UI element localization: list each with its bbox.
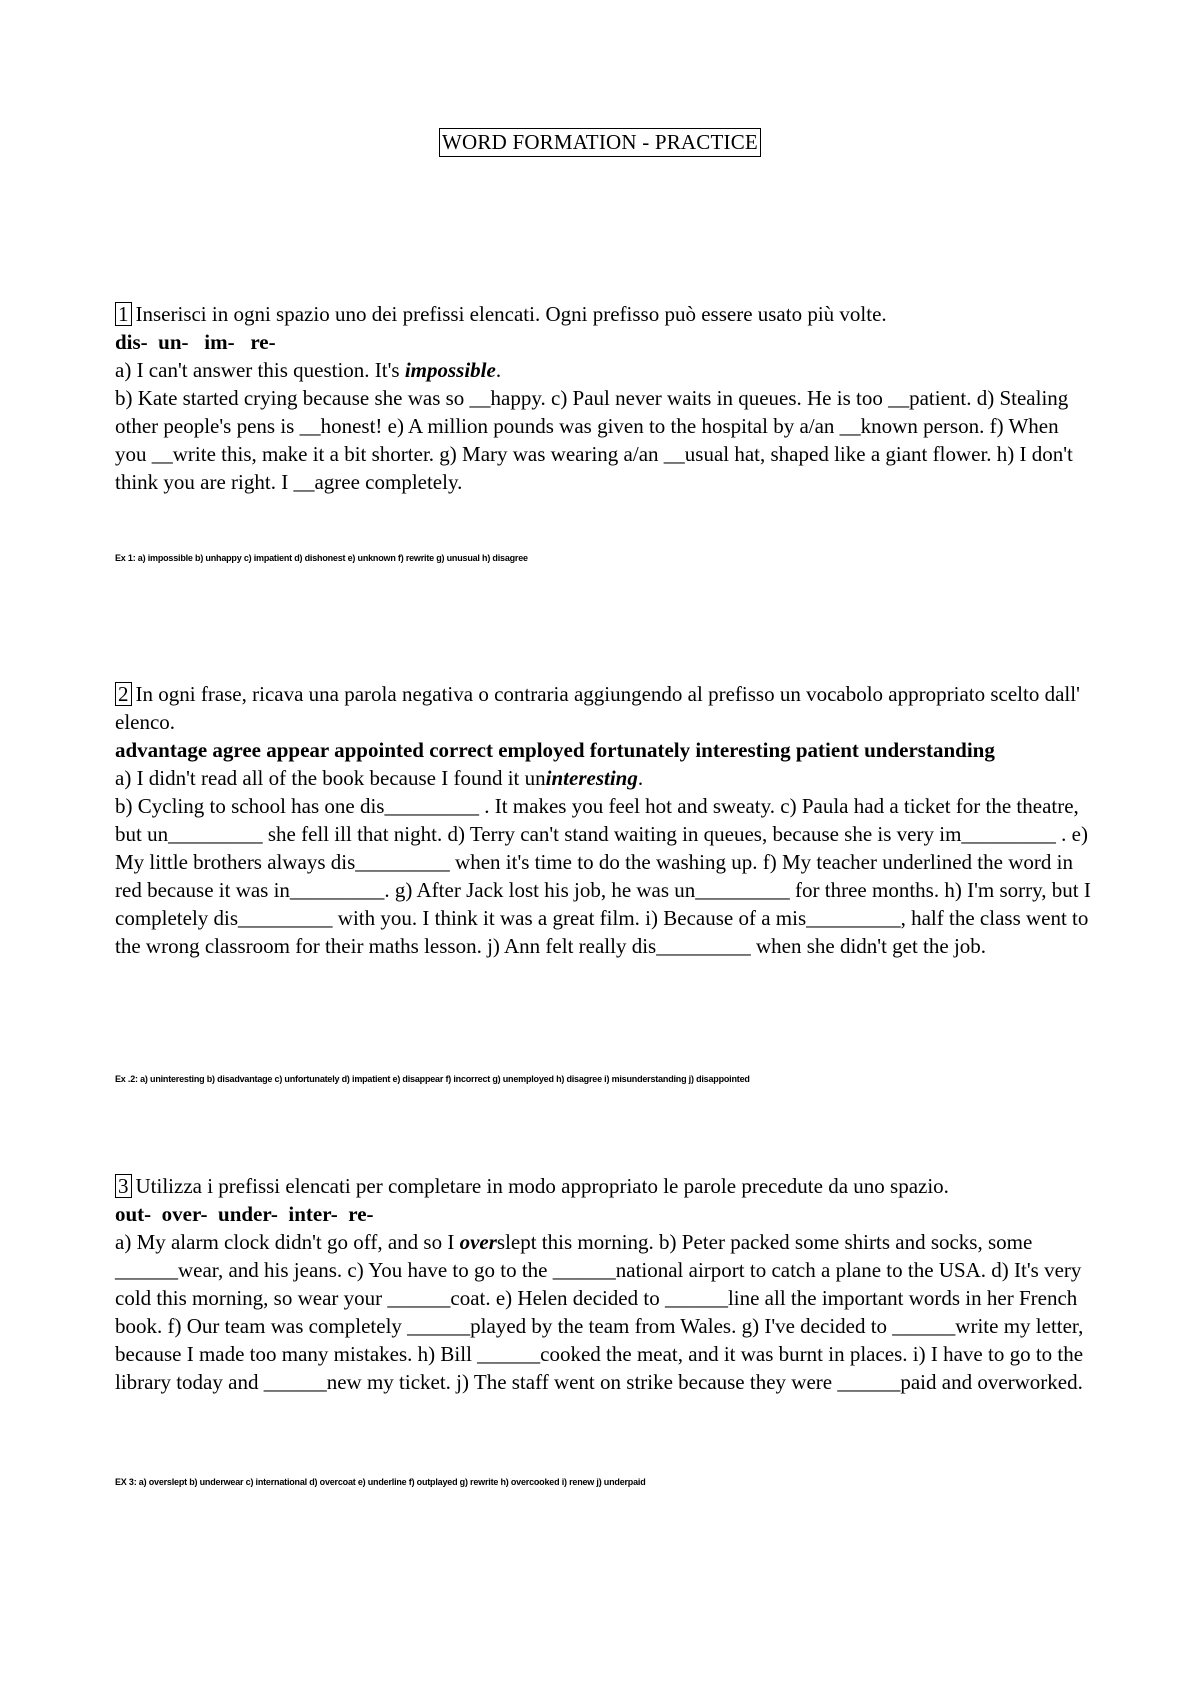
page-title-wrapper [0, 128, 1200, 157]
exercise-3-prefixes: out- over- under- inter- re- [115, 1202, 374, 1226]
exercise-3-instruction-line [115, 1172, 1095, 1200]
exercise-2 [115, 680, 1095, 960]
exercise-3-example-answer: over [459, 1230, 497, 1254]
exercise-3-number: 3 [115, 1174, 132, 1198]
exercise-3-body-text: slept this morning. b) Peter packed some shirts and socks, some ______wear, and his jeans. c) You have to go to the ______national airport to catch a plane to the USA. d) It's very cold this morning, so wear your ______coat. e) Helen decided to ______line all the important words in her French book. f) Our team was completely ______played by the team from Wales. g) I've decided to ______write my letter, because I made too many mistakes. h) Bill ______cooked the meat, and it was burnt in places. i) I have to go to the library today and ______new my ticket. j) The staff went on strike because they were ______paid and overworked. [115, 1230, 1084, 1394]
exercise-2-answer-key: Ex .2: a) uninteresting b) disadvantage c) unfortunately d) impatient e) disappear f) incorrect g) unemployed h) disagree i) misunderstanding j) disappointed [115, 1074, 750, 1084]
exercise-2-example-answer: interesting [545, 766, 638, 790]
exercise-1-example [115, 356, 1095, 384]
exercise-3-instruction: Utilizza i prefissi elencati per completare in modo appropriato le parole precedute da uno spazio. [135, 1174, 949, 1198]
exercise-2-instruction-line [115, 680, 1095, 736]
exercise-3-example-text: a) My alarm clock didn't go off, and so I [115, 1230, 460, 1254]
exercise-3-answer-key: EX 3: a) overslept b) underwear c) international d) overcoat e) underline f) outplayed g) rewrite h) overcooked i) renew j) underpaid [115, 1477, 646, 1487]
exercise-2-example-text: a) I didn't read all of the book because I found it un [115, 766, 546, 790]
exercise-3 [115, 1172, 1095, 1396]
page-title: WORD FORMATION - PRACTICE [439, 128, 761, 157]
exercise-1-instruction: Inserisci in ogni spazio uno dei prefissi elencati. Ogni prefisso può essere usato più volte. [135, 302, 887, 326]
exercise-1-answer-key: Ex 1: a) impossible b) unhappy c) impatient d) dishonest e) unknown f) rewrite g) unusual h) disagree [115, 553, 528, 563]
exercise-2-instruction: In ogni frase, ricava una parola negativa o contraria aggiungendo al prefisso un vocabolo appropriato scelto dall' elenco. [115, 682, 1080, 734]
exercise-1 [115, 300, 1095, 496]
exercise-1-prefixes: dis- un- im- re- [115, 330, 276, 354]
exercise-1-example-answer: impossible [404, 358, 496, 382]
exercise-1-body: b) Kate started crying because she was so __happy. c) Paul never waits in queues. He is too __patient. d) Stealing other people's pens is __honest! e) A million pounds was given to the hospital by a/an __known person. f) When you __write this, make it a bit shorter. g) Mary was wearing a/an __usual hat, shaped like a giant flower. h) I don't think you are right. I __agree completely. [115, 386, 1073, 494]
exercise-1-example-text: a) I can't answer this question. It's [115, 358, 405, 382]
exercise-3-body [115, 1228, 1095, 1396]
exercise-2-number: 2 [115, 682, 132, 706]
exercise-1-example-end: . [495, 358, 502, 382]
exercise-2-body: b) Cycling to school has one dis_________ . It makes you feel hot and sweaty. c) Paula had a ticket for the theatre, but un_________ she fell ill that night. d) Terry can't stand waiting in queues, because she is very im_________ . e) My little brothers always dis_________ when it's time to do the washing up. f) My teacher underlined the word in red because it was in_________. g) After Jack lost his job, he was un_________ for three months. h) I'm sorry, but I completely dis_________ with you. I think it was a great film. i) Because of a mis_________, half the class went to the wrong classroom for their maths lesson. j) Ann felt really dis_________ when she didn't get the job. [115, 794, 1091, 958]
exercise-2-example-end: . [637, 766, 644, 790]
exercise-2-word-list: advantage agree appear appointed correct employed fortunately interesting patient understanding [115, 738, 995, 762]
exercise-1-instruction-line [115, 300, 1095, 328]
exercise-1-number: 1 [115, 302, 132, 326]
exercise-2-example [115, 764, 1095, 792]
